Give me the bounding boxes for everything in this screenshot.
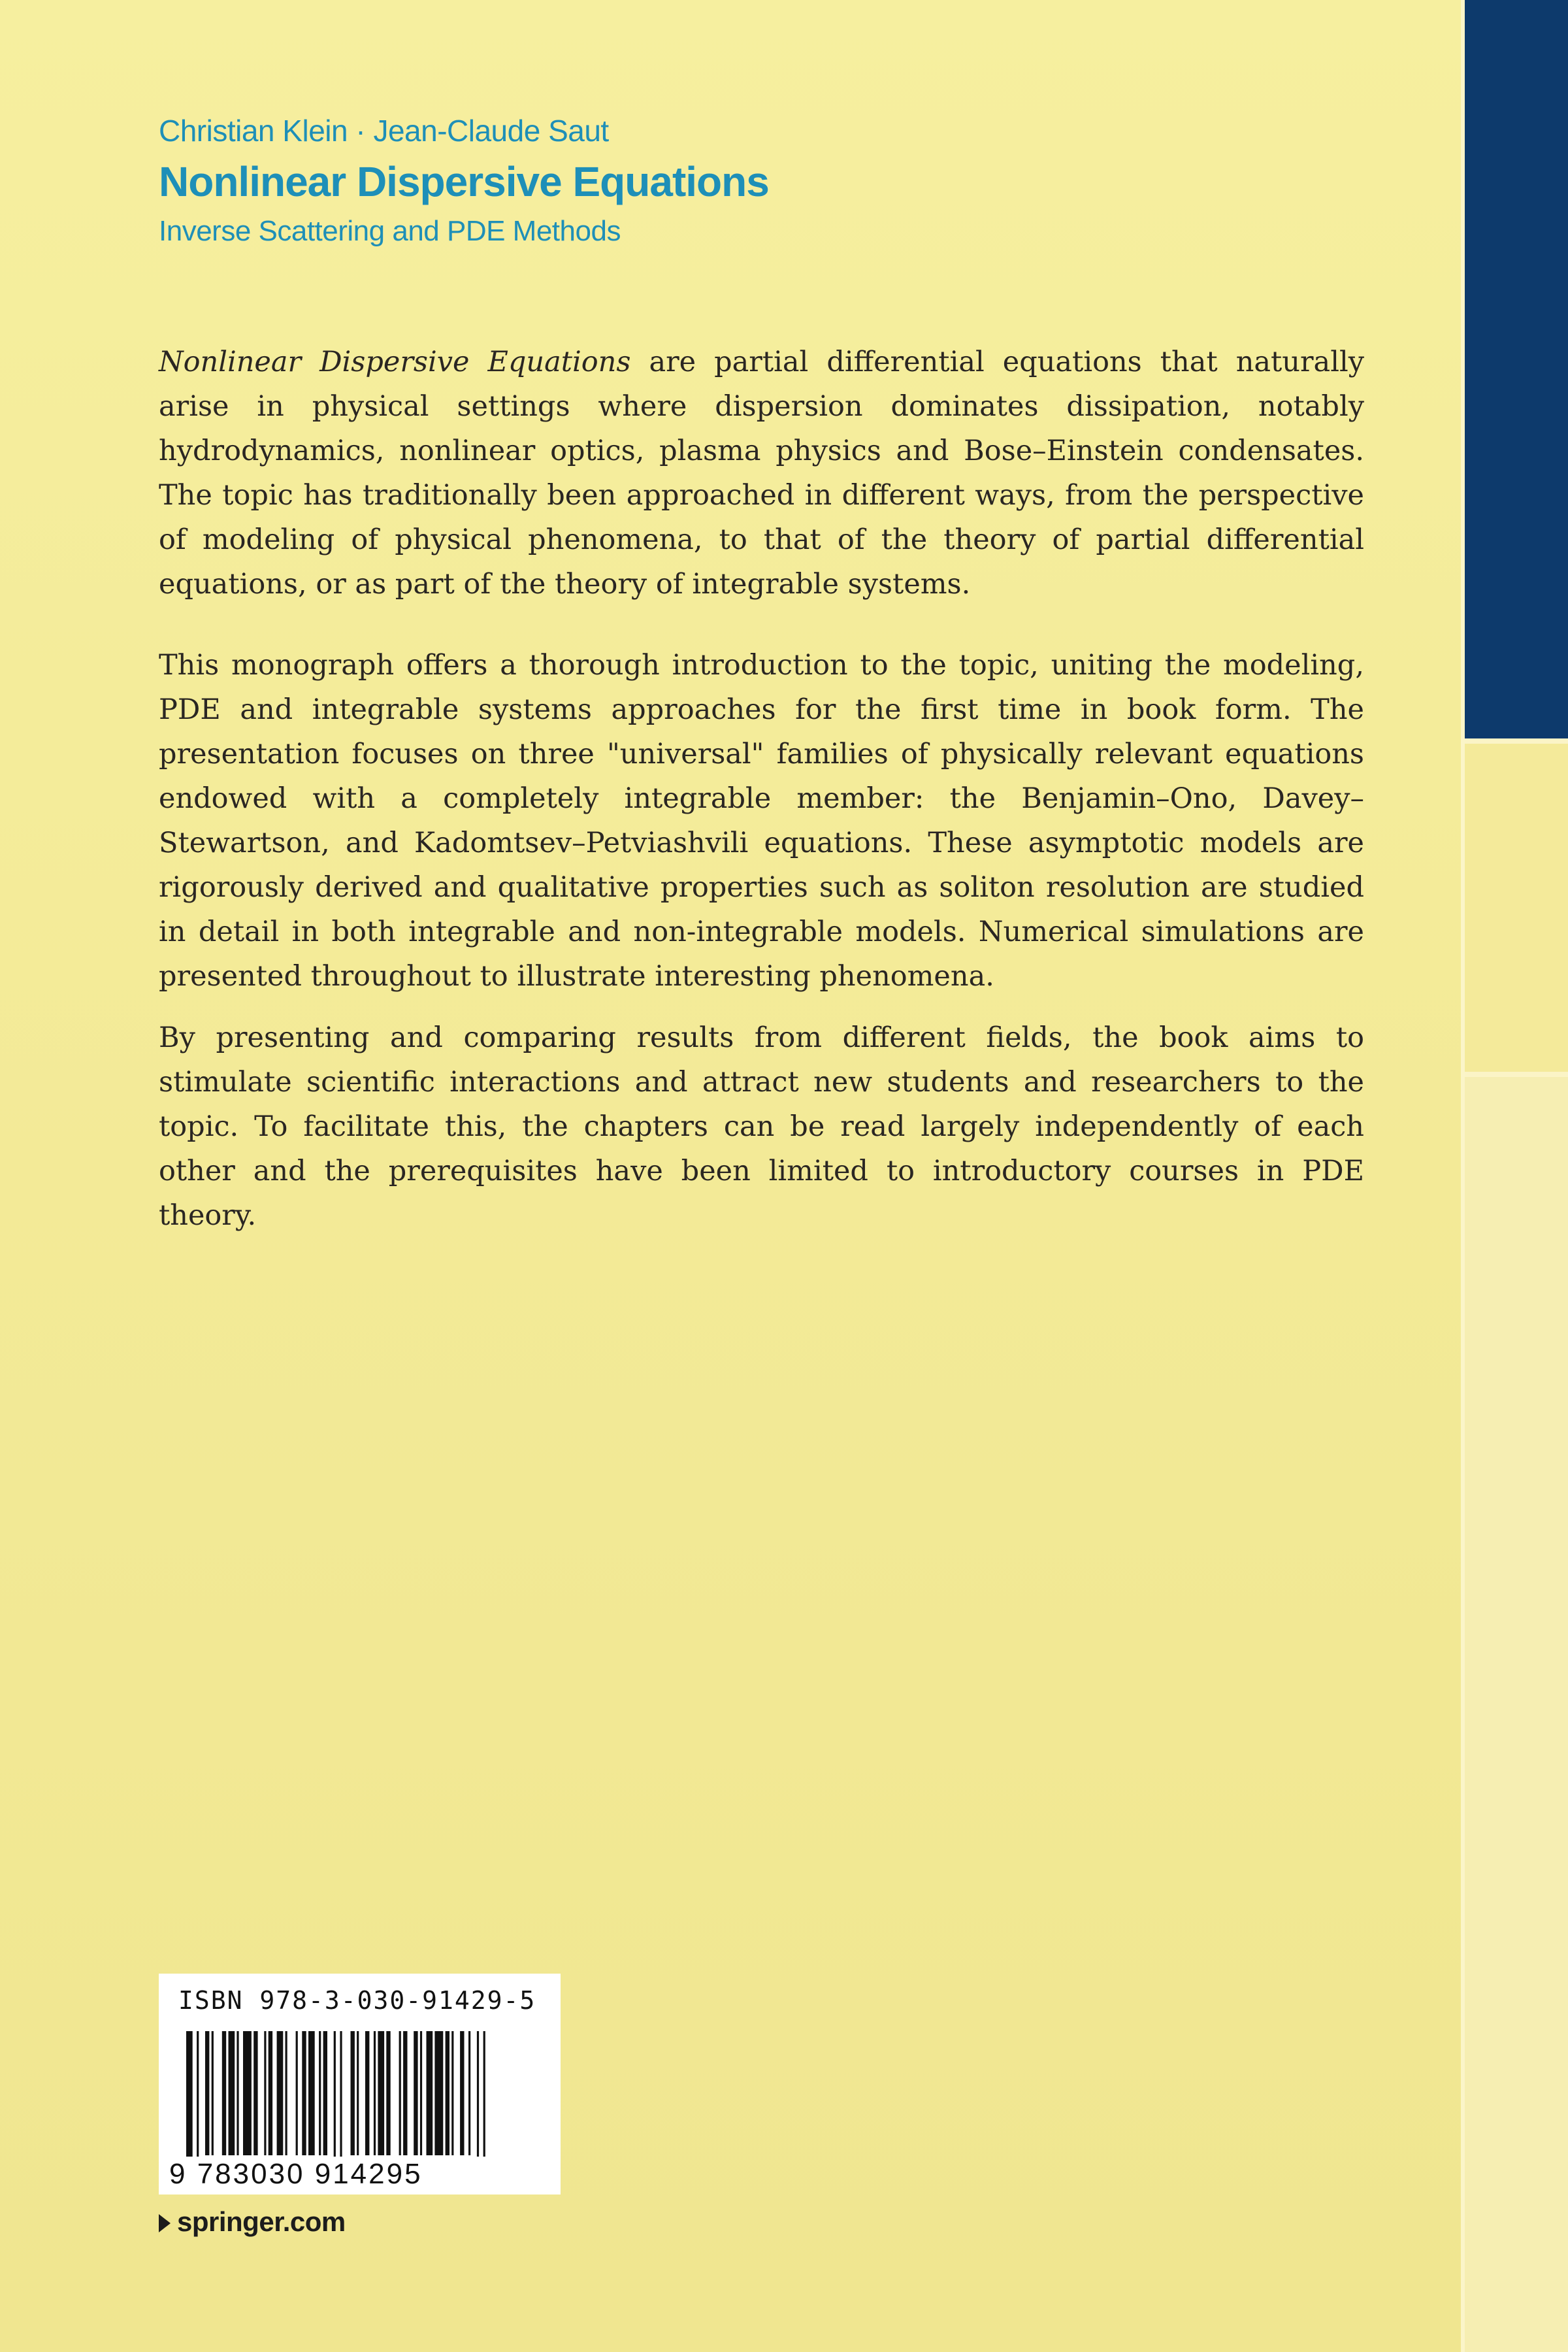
barcode-bar	[277, 2031, 284, 2155]
blurb-paragraph-3: By presenting and comparing results from different fields, the book aims to stimulate scientific interactions and attract new students and researchers to the topic. To facilitate this, the chapters can be read largely independently of each other and the prerequisites have been limited to introductory courses in PDE theory.	[159, 1021, 1364, 1232]
barcode-bar	[483, 2031, 485, 2157]
barcode-bar	[237, 2031, 238, 2155]
barcode-bar	[296, 2031, 298, 2155]
blurb-paragraph-2: This monograph offers a thorough introduction to the topic, uniting the modeling, PDE and integrable systems approaches for the first time in book form. The presentation focuses on three "universal" families of physically relevant equations endowed with a completely integrable member: the Benjamin–Ono, Davey–Stewartson, and Kadomtsev–Petviashvili equations. These asymptotic models are rigorously derived and qualitative properties such as soliton resolution are studied in detail in both integrable and non-integrable models. Numerical simulations are presented throughout to illustrate interesting phenomena.	[159, 649, 1364, 993]
side-navy-band	[1465, 0, 1568, 738]
barcode-graphic	[159, 2026, 561, 2157]
barcode-bar	[205, 2031, 209, 2155]
barcode-bar	[286, 2031, 287, 2155]
barcode-bar	[351, 2031, 355, 2155]
side-divider	[1465, 738, 1568, 744]
barcode-bar	[477, 2031, 479, 2157]
barcode-bar	[269, 2031, 272, 2155]
barcode-bar	[334, 2031, 336, 2157]
publisher-link[interactable]	[159, 2204, 346, 2240]
arrow-right-icon	[159, 2214, 171, 2232]
barcode-bar	[365, 2031, 369, 2155]
barcode-bar	[212, 2031, 214, 2155]
barcode-bar	[399, 2031, 401, 2155]
barcode-box	[159, 1974, 561, 2195]
barcode-bar	[374, 2031, 376, 2155]
book-title: Nonlinear Dispersive Equations	[159, 158, 769, 205]
barcode-bar	[357, 2031, 359, 2155]
barcode-bar	[446, 2031, 449, 2155]
barcode-bar	[222, 2031, 226, 2155]
publisher-site: springer.com	[177, 2206, 346, 2237]
barcode-bar	[308, 2031, 315, 2155]
blurb-paragraph-1-text: are partial differential equations that naturally arise in physical settings where dispersion dominates dissipation, notably hydrodynamics, nonlinear optics, plasma physics and Bose–Einstein condensates. The topic has traditionally been approached in different ways, from the perspective of modeling of physical phenomena, to that of the theory of partial differential equations, or as part of the theory of integrable systems.	[159, 346, 1364, 601]
blurb	[159, 340, 1364, 1238]
barcode-bar	[186, 2031, 193, 2157]
barcode-bar	[243, 2031, 252, 2155]
barcode-bar	[451, 2031, 453, 2155]
barcode-bar	[264, 2031, 266, 2155]
barcode-bar	[403, 2031, 407, 2155]
book-subtitle: Inverse Scattering and PDE Methods	[159, 215, 621, 247]
barcode-bar	[229, 2031, 235, 2155]
isbn-label: ISBN 978-3-030-91429-5	[178, 1986, 536, 2015]
side-lower-band	[1465, 1077, 1568, 2352]
barcode-digits: 9 783030 914295	[169, 2158, 423, 2190]
blurb-italic-term: Nonlinear Dispersive Equations	[159, 346, 631, 378]
side-divider	[1465, 1072, 1568, 1077]
barcode-bar	[427, 2031, 433, 2155]
barcode-bar	[386, 2031, 390, 2155]
barcode-bar	[253, 2031, 257, 2155]
barcode-bar	[340, 2031, 342, 2157]
barcode-bar	[420, 2031, 422, 2155]
blurb-paragraph-1	[159, 340, 1364, 606]
barcode-bar	[197, 2031, 199, 2157]
barcode-bar	[414, 2031, 417, 2155]
barcode-bar	[434, 2031, 443, 2155]
barcode-bar	[460, 2031, 464, 2155]
book-header	[159, 110, 1400, 251]
barcode-bar	[302, 2031, 306, 2155]
book-authors: Christian Klein · Jean-Claude Saut	[159, 114, 609, 148]
barcode-bar	[323, 2031, 327, 2155]
barcode-bar	[468, 2031, 470, 2155]
barcode-bar	[378, 2031, 384, 2155]
barcode-bar	[319, 2031, 321, 2155]
